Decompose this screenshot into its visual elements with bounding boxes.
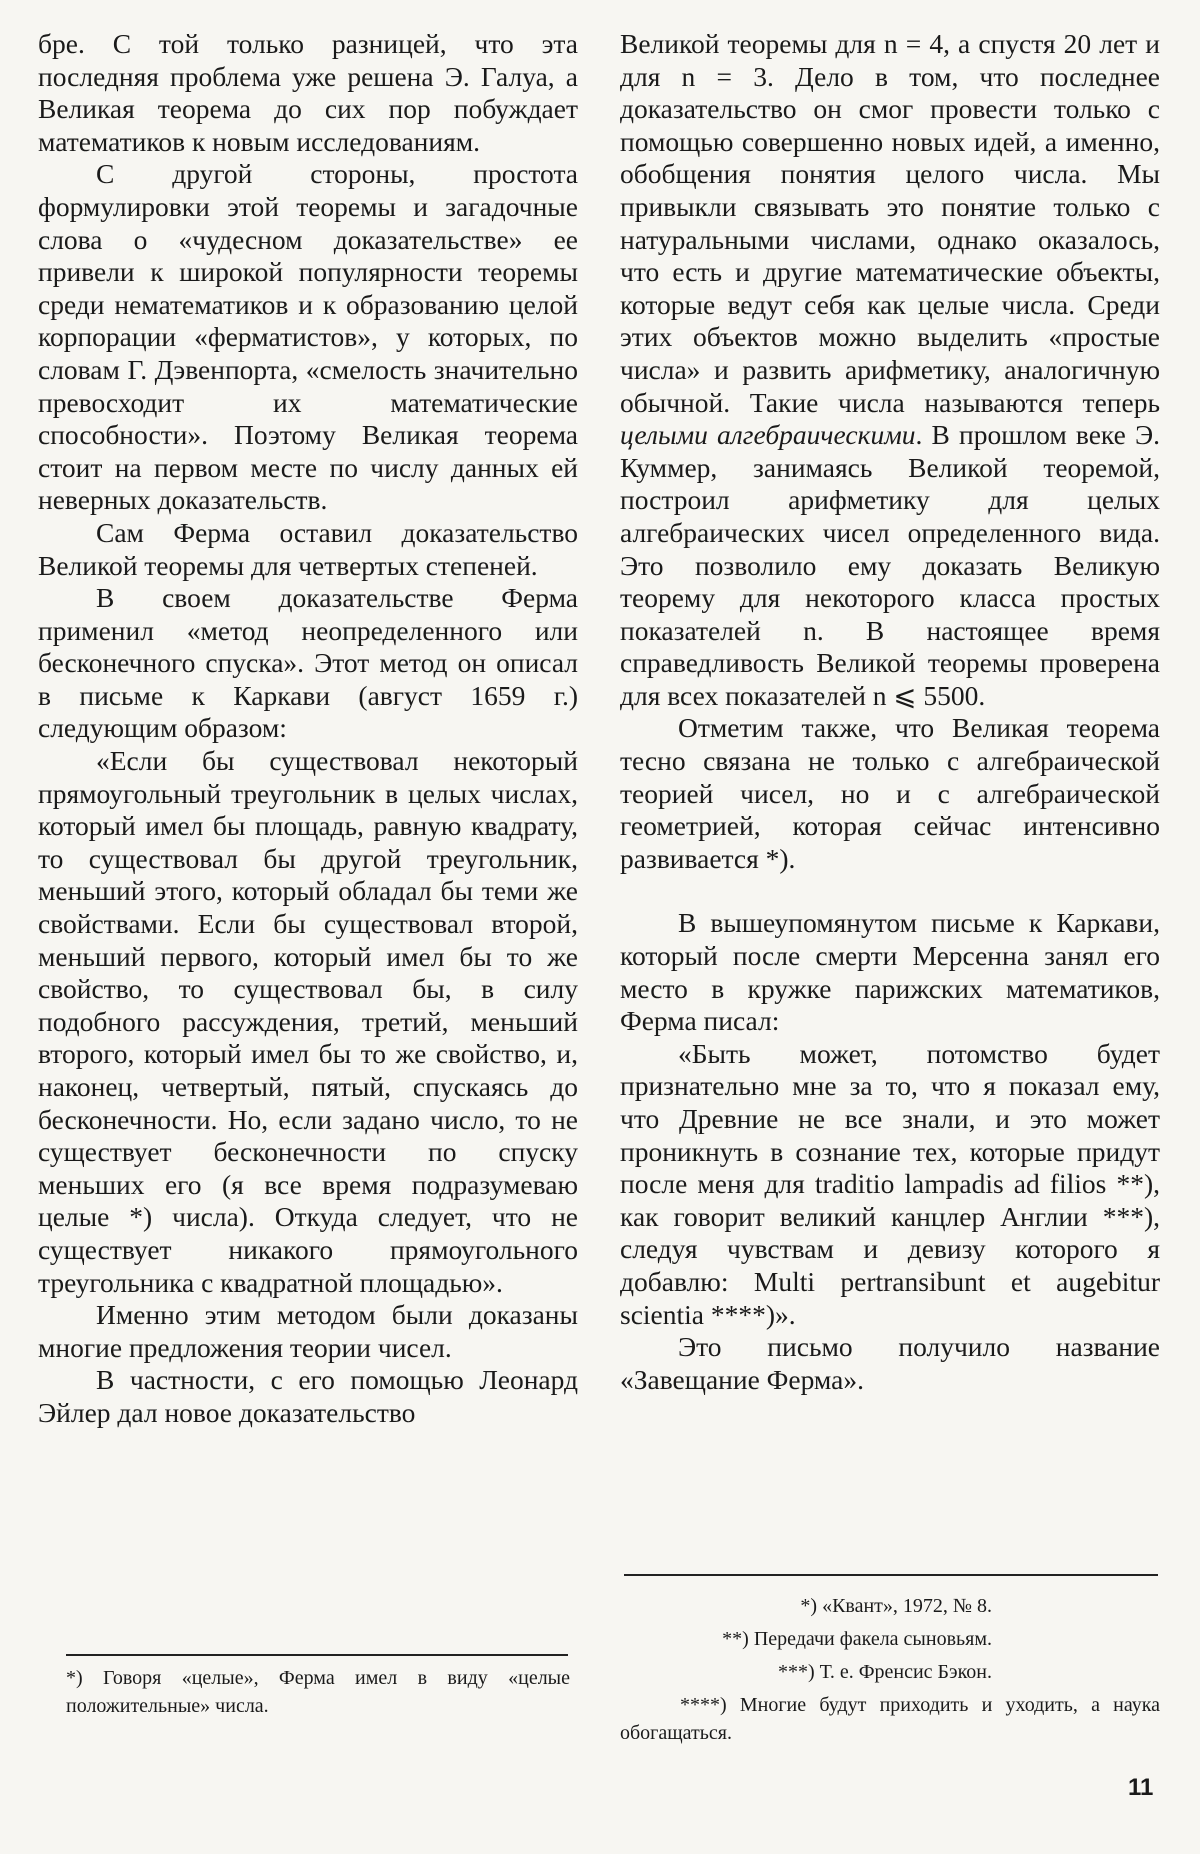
paragraph: Именно этим методом были доказаны многие предложения теории чисел. — [38, 1299, 578, 1363]
footnote: ****) Многие будут приходить и уходить, а наука обогащаться. — [620, 1694, 1160, 1744]
footnote: *) «Квант», 1972, № 8. — [800, 1595, 992, 1617]
quote-paragraph: «Быть может, потомство будет признательно мне за то, что я показал ему, что Древние не все знали, и это может проникнуть в сознание тех, которые придут после меня для traditio lampadis ad filios **), как говорит великий канцлер Англии ***), следуя чувствам и девизу которого я добавлю: Multi pertransibunt et augebitur scientia ****)». — [620, 1037, 1160, 1330]
left-column — [38, 28, 578, 1430]
page-number: 11 — [1128, 1774, 1154, 1801]
paragraph-text: Великой теоремы для n = 4, а спустя 20 лет и для n = 3. Дело в том, что последнее доказательство он смог провести только с помощью совершенно новых идей, а именно, обобщения понятия целого числа. Мы привыкли связывать это понятие только с натуральными числами, однако оказалось, что есть и другие математические объекты, которые ведут себя как целые числа. Среди этих объектов можно выделить «простые числа» и развить арифметику, аналогичную обычной. Такие числа называются теперь — [620, 28, 1160, 418]
paragraph: С другой стороны, простота формулировки этой теоремы и загадочные слова о «чудесном доказательстве» ее привели к широкой популярности теоремы среди нематематиков и к образованию целой корпорации «ферматистов», у которых, по словам Г. Дэвенпорта, «смелость значительно превосходит их математические способности». Поэтому Великая теорема стоит на первом месте по числу данных ей неверных доказательств. — [38, 158, 578, 516]
italic-term: целыми алгебраическими — [620, 419, 916, 451]
footnote: ***) Т. е. Френсис Бэкон. — [777, 1661, 992, 1683]
footnote: *) Говоря «целые», Ферма имел в виду «целые положительные» числа. — [66, 1667, 570, 1717]
right-column — [620, 28, 1160, 1396]
footnotes-right — [620, 1592, 1160, 1747]
paragraph: В вышеупомянутом письме к Каркави, который после смерти Мерсенна занял его место в кружке парижских математиков, Ферма писал: — [620, 907, 1160, 1037]
paragraph: В частности, с его помощью Леонард Эйлер дал новое доказательство — [38, 1364, 578, 1428]
footnotes-left — [66, 1664, 570, 1720]
footnote-divider-left — [66, 1654, 568, 1656]
footnote-divider-right — [624, 1574, 1158, 1576]
footnote: **) Передачи факела сыновьям. — [722, 1628, 992, 1650]
paragraph: Отметим также, что Великая теорема тесно связана не только с алгебраической теорией чисел, но и с алгебраической геометрией, которая сейчас интенсивно развивается *). — [620, 712, 1160, 874]
quote-paragraph: «Если бы существовал некоторый прямоугольный треугольник в целых числах, который имел бы площадь, равную квадрату, то существовал бы другой треугольник, меньший этого, который обладал бы теми же свойствами. Если бы существовал второй, меньший первого, который имел бы то же свойство, то существовал бы, в силу подобного рассуждения, третий, меньший второго, который имел бы то же свойство, и, наконец, четвертый, пятый, спускаясь до бесконечности. Но, если задано число, то не существует бесконечности по спуску меньших его (я все время подразумеваю целые *) числа). Откуда следует, что не существует никакого прямоугольного треугольника с квадратной площадью». — [38, 745, 578, 1298]
paragraph: В своем доказательстве Ферма применил «метод неопределенного или бесконечного спуска». Этот метод он описал в письме к Каркави (август 1659 г.) следующим образом: — [38, 582, 578, 744]
paragraph: бре. С той только разницей, что эта последняя проблема уже решена Э. Галуа, а Великая теорема до сих пор побуждает математиков к новым исследованиям. — [38, 28, 578, 157]
paragraph — [620, 28, 1160, 712]
paragraph: Это письмо получило название «Завещание Ферма». — [620, 1331, 1160, 1395]
paragraph: Сам Ферма оставил доказательство Великой теоремы для четвертых степеней. — [38, 516, 578, 581]
paragraph-text: . В прошлом веке Э. Куммер, занимаясь Великой теоремой, построил арифметику для целых алгебраических чисел определенного вида. Это позволило ему доказать Великую теорему для некоторого класса простых показателей n. В настоящее время справедливость Великой теоремы проверена для всех показателей n ⩽ 5500. — [620, 419, 1160, 711]
